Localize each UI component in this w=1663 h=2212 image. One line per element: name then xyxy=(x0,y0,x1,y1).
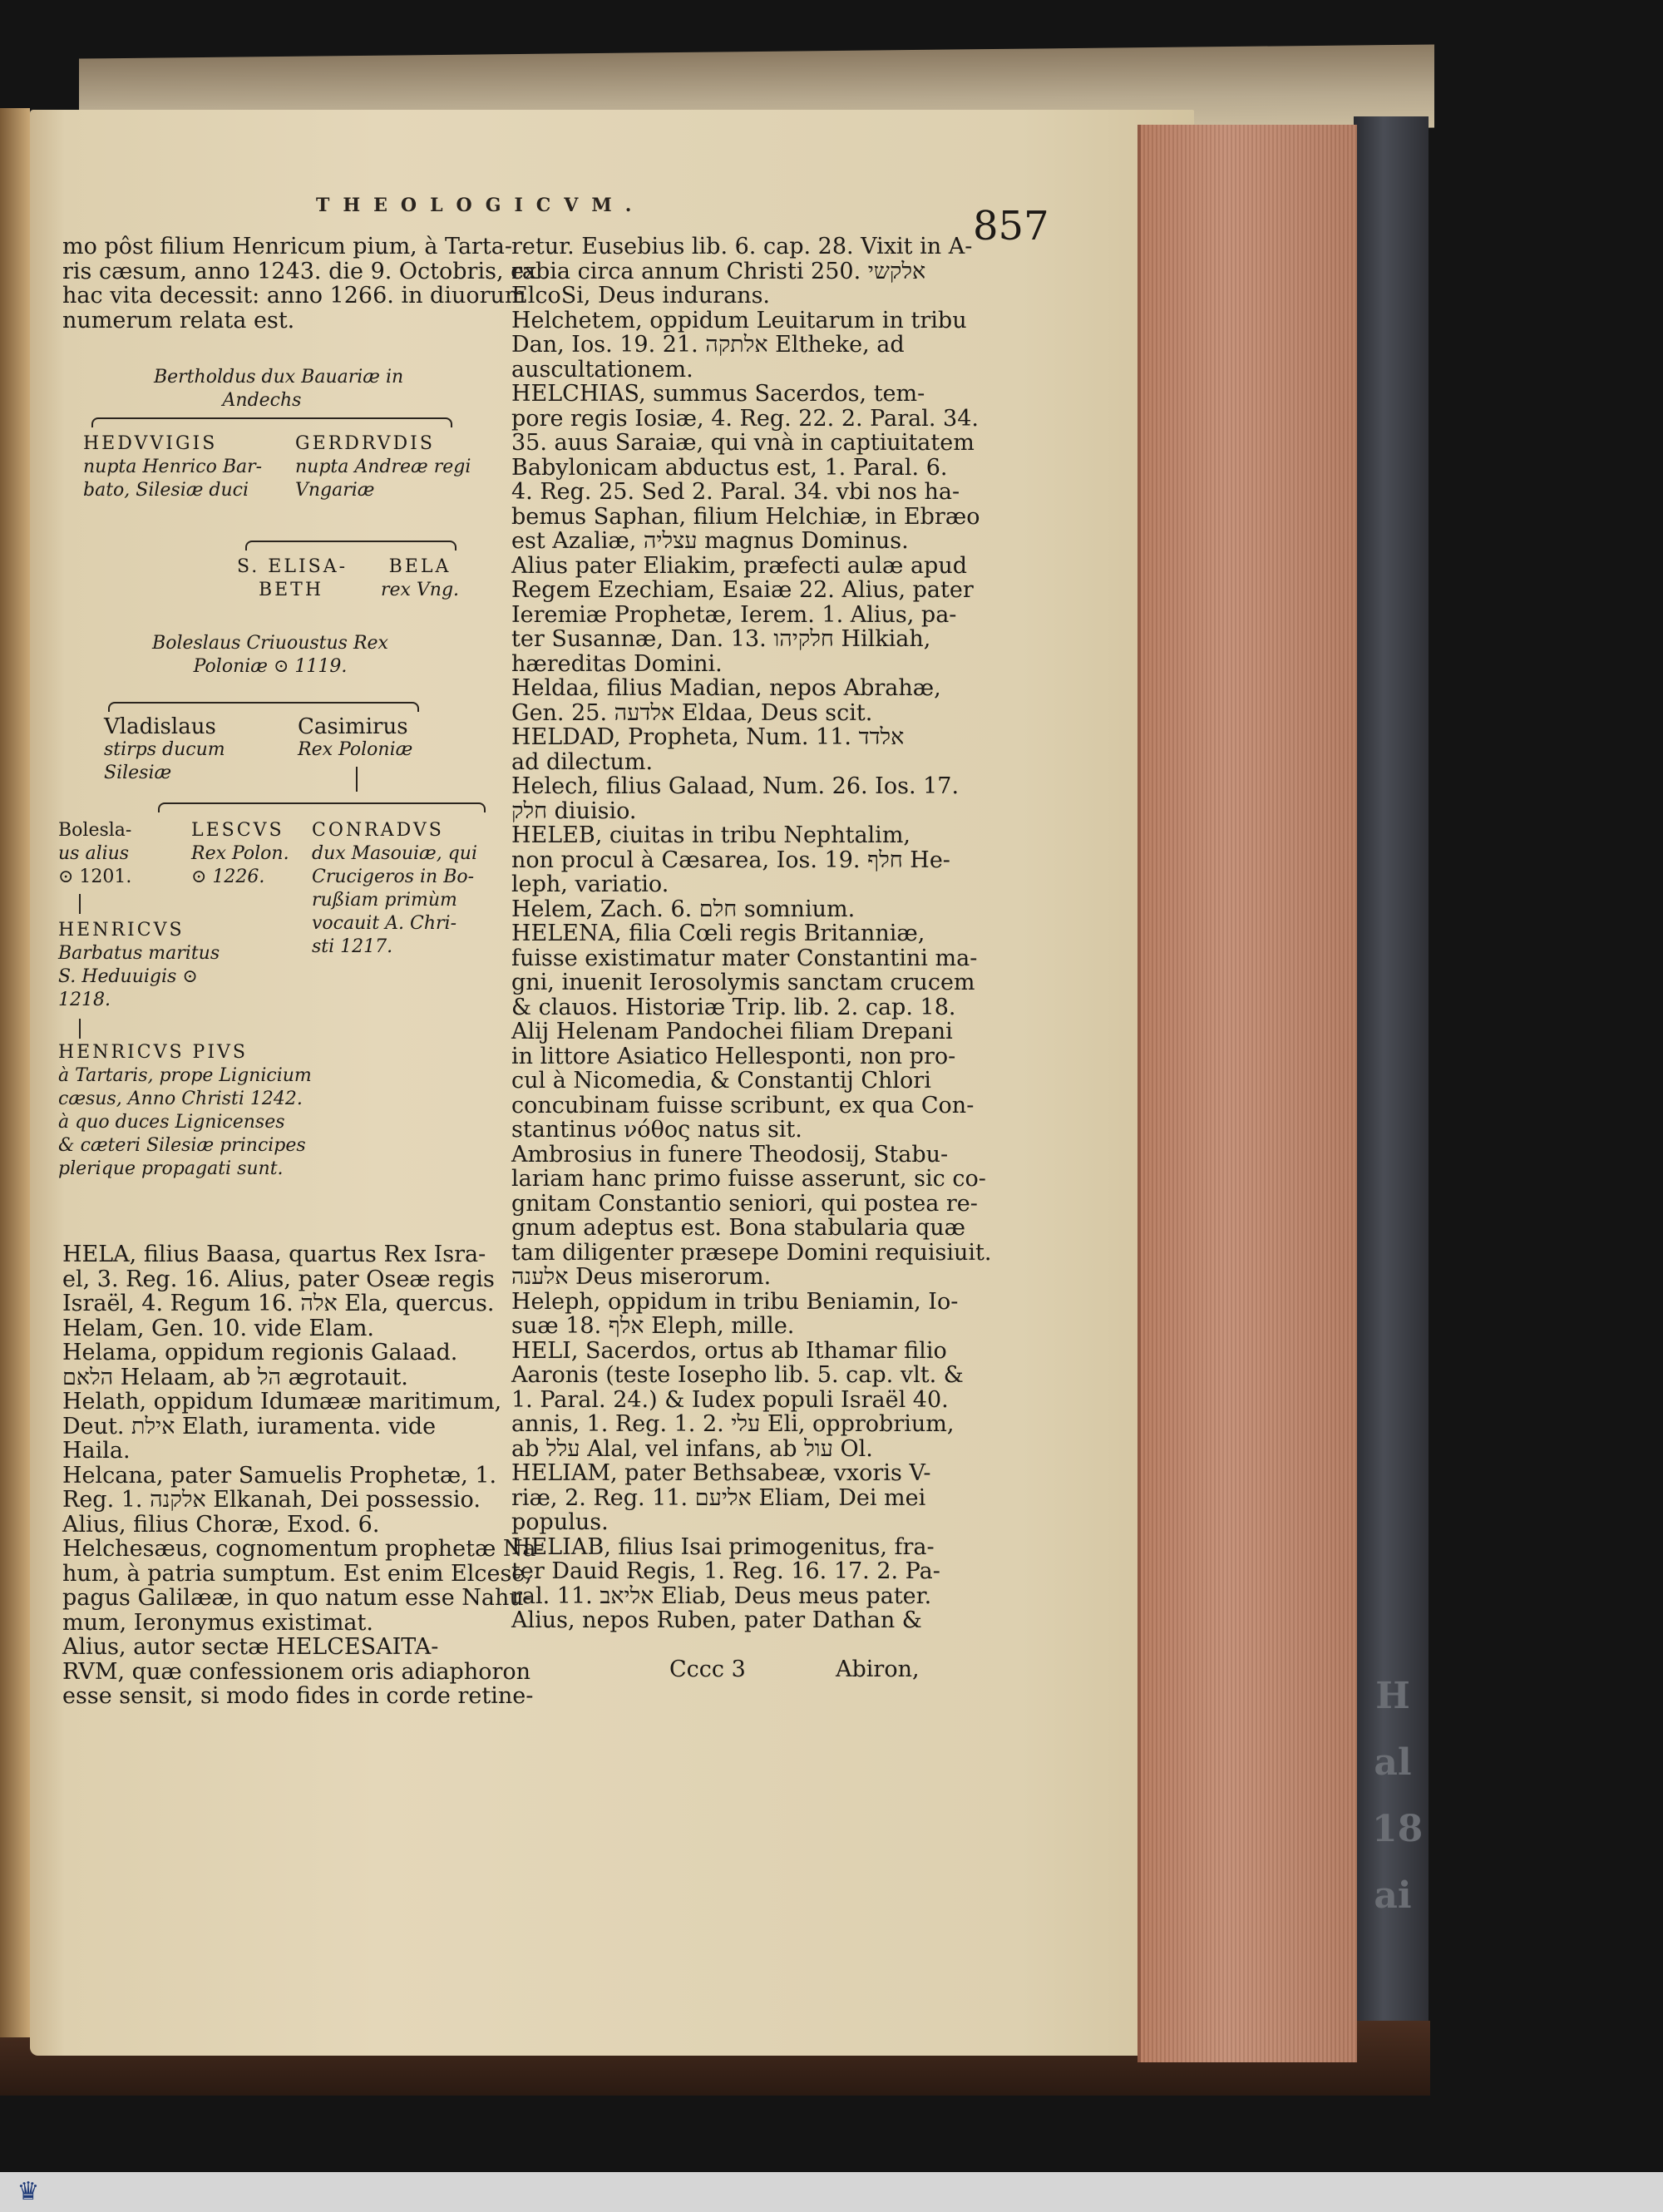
left-column-entries xyxy=(62,1242,544,1709)
text-line: Helech, filius Galaad, Num. 26. Ios. 17. xyxy=(511,773,960,799)
genealogy-henricus-pius: HENRICVS PIVS à Tartaris, prope Lignicium cæsus, Anno Christi 1242. à quo duces Lignicenses & cæteri Silesiæ principes plerique propagati sunt. xyxy=(58,1042,312,1179)
text-line: Ambrosius in funere Theodosij, Stabu- xyxy=(511,1141,949,1168)
genealogy-line xyxy=(356,767,358,792)
text-line: ad dilectum. xyxy=(511,748,654,775)
text-line: ral. 11. אליאב Eliab, Deus meus pater. xyxy=(511,1582,932,1609)
left-column xyxy=(62,235,536,333)
spine-label: H al 18 ai xyxy=(1372,1675,1424,1917)
text-line: הלאם Helaam, ab הל ægrotauit. xyxy=(62,1364,408,1390)
genealogy-elisabeth: S. ELISA- BETH xyxy=(237,556,348,600)
genealogy-hedvvigis: HEDVVIGIS nupta Henrico Bar- bato, Silesiæ duci xyxy=(83,433,263,501)
genealogy-brace xyxy=(91,417,452,427)
text-line: Helama, oppidum regionis Galaad. xyxy=(62,1340,458,1365)
genealogy-boleslaus-alius: Bolesla- us alius ⊙ 1201. xyxy=(58,820,132,887)
text-line: concubinam fuisse scribunt, ex qua Con- xyxy=(511,1092,975,1118)
text-line: & clauos. Historiæ Trip. lib. 2. cap. 18. xyxy=(511,994,956,1020)
text-line: est Azaliæ, עצליה magnus Dominus. xyxy=(511,528,909,554)
genealogy-brace xyxy=(245,541,456,551)
signature-line xyxy=(511,1657,991,1682)
text-line: אלענה Deus miserorum. xyxy=(511,1264,772,1290)
page-fore-edge xyxy=(1137,125,1357,2062)
text-line: bemus Saphan, filium Helchiæ, in Ebræo xyxy=(511,503,980,530)
genealogy-conradus: CONRADVS dux Masouiæ, qui Crucigeros in Bo- rußiam primùm vocauit A. Chri- sti 1217. xyxy=(312,820,477,957)
text-line: Alius, nepos Ruben, pater Dathan & xyxy=(511,1607,922,1633)
text-line: Heleph, oppidum in tribu Beniamin, Io- xyxy=(511,1288,959,1315)
genealogy-bela: BELA rex Vng. xyxy=(380,556,460,600)
text-line: Helem, Zach. 6. חלם somnium. xyxy=(511,896,856,922)
text-line: suæ 18. אלף Eleph, mille. xyxy=(511,1313,795,1339)
text-line: HELIAB, filius Isai primogenitus, fra- xyxy=(511,1533,935,1560)
text-line: ab עלל Alal, vel infans, ab עול Ol. xyxy=(511,1435,873,1462)
text-line: lariam hanc primo fuisse asserunt, sic co- xyxy=(511,1166,986,1192)
text-line: ter Dauid Regis, 1. Reg. 16. 17. 2. Pa- xyxy=(511,1558,940,1584)
text-line: חלק diuisio. xyxy=(511,797,637,824)
text-line: pore regis Iosiæ, 4. Reg. 22. 2. Paral. 34. xyxy=(511,405,979,432)
text-line: HELENA, filia Cœli regis Britanniæ, xyxy=(511,921,925,946)
genealogy-gerdrvdis: GERDRVDIS nupta Andreæ regi Vngariæ xyxy=(295,433,471,501)
text-line: Reg. 1. אלקנה Elkanah, Dei possessio. xyxy=(62,1487,481,1513)
text-line: in littore Asiatico Hellesponti, non pro- xyxy=(511,1043,956,1069)
text-line: hum, à patria sumptum. Est enim Elcese, xyxy=(62,1560,532,1587)
text-line: gnitam Constantio seniori, qui postea re- xyxy=(511,1190,978,1217)
text-line xyxy=(511,1633,991,1658)
text-line: 1. Paral. 24.) & Iudex populi Israël 40. xyxy=(511,1386,949,1413)
text-line: Alius, autor sectæ HELCESAITA- xyxy=(62,1634,439,1660)
text-line: rabia circa annum Christi 250. אלקשי xyxy=(511,258,926,284)
genealogy-tree xyxy=(58,366,491,1231)
text-line: Haila. xyxy=(62,1438,131,1464)
viewer-footer-bar xyxy=(0,2172,1663,2212)
text-line: Israël, 4. Regum 16. אלה Ela, quercus. xyxy=(62,1291,495,1316)
text-line: hac vita decessit: anno 1266. in diuorum xyxy=(62,283,526,309)
text-line: mum, Ieronymus existimat. xyxy=(62,1609,373,1636)
genealogy-casimirus: Casimirus Rex Poloniæ xyxy=(298,714,413,760)
genealogy-line xyxy=(79,1019,81,1039)
text-line: el, 3. Reg. 16. Alius, pater Oseæ regis xyxy=(62,1266,495,1292)
page-number: 857 xyxy=(973,203,1049,249)
text-line: Helchetem, oppidum Leuitarum in tribu xyxy=(511,307,967,333)
text-line: ris cæsum, anno 1243. die 9. Octobris, ex xyxy=(62,258,537,284)
text-line: leph, variatio. xyxy=(511,871,669,897)
text-line: RVM, quæ confessionem oris adiaphoron xyxy=(62,1658,531,1685)
text-line: 4. Reg. 25. Sed 2. Paral. 34. vbi nos ha- xyxy=(511,479,960,505)
text-line: non procul à Cæsarea, Ios. 19. חלף He- xyxy=(511,847,950,873)
text-line: Aaronis (teste Iosepho lib. 5. cap. vlt. & xyxy=(511,1362,964,1388)
text-line: Gen. 25. אלדעה Eldaa, Deus scit. xyxy=(511,699,873,726)
genealogy-brace xyxy=(108,702,419,712)
text-line: esse sensit, si modo fides in corde retine- xyxy=(62,1683,534,1709)
text-line: Heldaa, filius Madian, nepos Abrahæ, xyxy=(511,675,941,701)
text-line: stantinus νόθος natus sit. xyxy=(511,1117,802,1143)
text-line: riæ, 2. Reg. 11. אליעם Eliam, Dei mei xyxy=(511,1484,926,1511)
text-line: HELI, Sacerdos, ortus ab Ithamar filio xyxy=(511,1337,947,1364)
text-line: Dan, Ios. 19. 21. אלתקה Eltheke, ad xyxy=(511,332,905,358)
genealogy-brace xyxy=(158,802,486,812)
signature-mark: Cccc 3 xyxy=(669,1657,746,1682)
text-line: HELEB, ciuitas in tribu Nephtalim, xyxy=(511,822,911,848)
text-line: tam diligenter præsepe Domini requisiuit. xyxy=(511,1239,992,1266)
text-line: pagus Galilææ, in quo natum esse Nahu- xyxy=(62,1585,531,1611)
text-line: gni, inuenit Ierosolymis sanctam crucem xyxy=(511,970,975,995)
genealogy-boleslaus: Boleslaus Criuoustus Rex Poloniæ ⊙ 1119. xyxy=(152,633,388,677)
text-line: hæreditas Domini. xyxy=(511,650,723,677)
text-line: mo pôst filium Henricum pium, à Tarta- xyxy=(62,234,513,259)
text-line: auscultationem. xyxy=(511,356,693,383)
text-line: fuisse existimatur mater Constantini ma- xyxy=(511,945,978,971)
text-line: HELDAD, Propheta, Num. 11. אלדד xyxy=(511,724,905,750)
genealogy-lescus: LESCVS Rex Polon. ⊙ 1226. xyxy=(191,820,289,887)
genealogy-bertholdus: Bertholdus dux Bauariæ in Andechs xyxy=(154,367,404,411)
text-line: Helchesæus, cognomentum prophetæ Na- xyxy=(62,1536,544,1562)
text-line: ter Susannæ, Dan. 13. חלקיהו Hilkiah, xyxy=(511,626,931,652)
text-line: numerum relata est. xyxy=(62,307,295,333)
genealogy-henricus-barbatus: HENRICVS Barbatus maritus S. Heduuigis ⊙ 1218. xyxy=(58,920,220,1010)
text-line: HELIAM, pater Bethsabeæ, vxoris V- xyxy=(511,1460,931,1486)
running-head: THEOLOGICVM. xyxy=(316,195,645,216)
genealogy-vladislaus: Vladislaus stirps ducum Silesiæ xyxy=(104,714,225,783)
text-line: HELCHIAS, summus Sacerdos, tem- xyxy=(511,381,925,407)
text-line: HELA, filius Baasa, quartus Rex Isra- xyxy=(62,1242,486,1267)
text-line: 35. auus Saraiæ, qui vnà in captiuitatem xyxy=(511,430,975,456)
genealogy-line xyxy=(79,894,81,914)
text-line: Helath, oppidum Idumææ maritimum, xyxy=(62,1389,502,1415)
text-line: Deut. אילת Elath, iuramenta. vide xyxy=(62,1413,437,1439)
text-line: Alius pater Eliakim, præfecti aulæ apud xyxy=(511,552,968,579)
text-line: Helam, Gen. 10. vide Elam. xyxy=(62,1315,375,1341)
text-line: cul à Nicomedia, & Constantij Chlori xyxy=(511,1068,931,1094)
text-line: retur. Eusebius lib. 6. cap. 28. Vixit in A- xyxy=(511,234,973,259)
left-page-edge xyxy=(0,108,30,2037)
text-line: Helcana, pater Samuelis Prophetæ, 1. xyxy=(62,1462,497,1489)
text-line: ElcoSi, Deus indurans. xyxy=(511,283,771,309)
text-line: Regem Ezechiam, Esaiæ 22. Alius, pater xyxy=(511,577,974,603)
text-line: annis, 1. Reg. 1. 2. עלי Eli, opprobrium, xyxy=(511,1411,955,1437)
text-line: populus. xyxy=(511,1509,609,1535)
text-line: Babylonicam abductus est, 1. Paral. 6. xyxy=(511,454,948,481)
text-line: gnum adeptus est. Bona stabularia quæ xyxy=(511,1215,966,1241)
library-logo-icon[interactable]: ♛ xyxy=(17,2177,40,2206)
catchword: Abiron, xyxy=(836,1657,920,1682)
text-line: Alij Helenam Pandochei filiam Drepani xyxy=(511,1019,953,1044)
text-line: Alius, filius Choræ, Exod. 6. xyxy=(62,1511,380,1538)
right-column xyxy=(511,235,991,1682)
text-line: Ieremiæ Prophetæ, Ierem. 1. Alius, pa- xyxy=(511,601,957,628)
